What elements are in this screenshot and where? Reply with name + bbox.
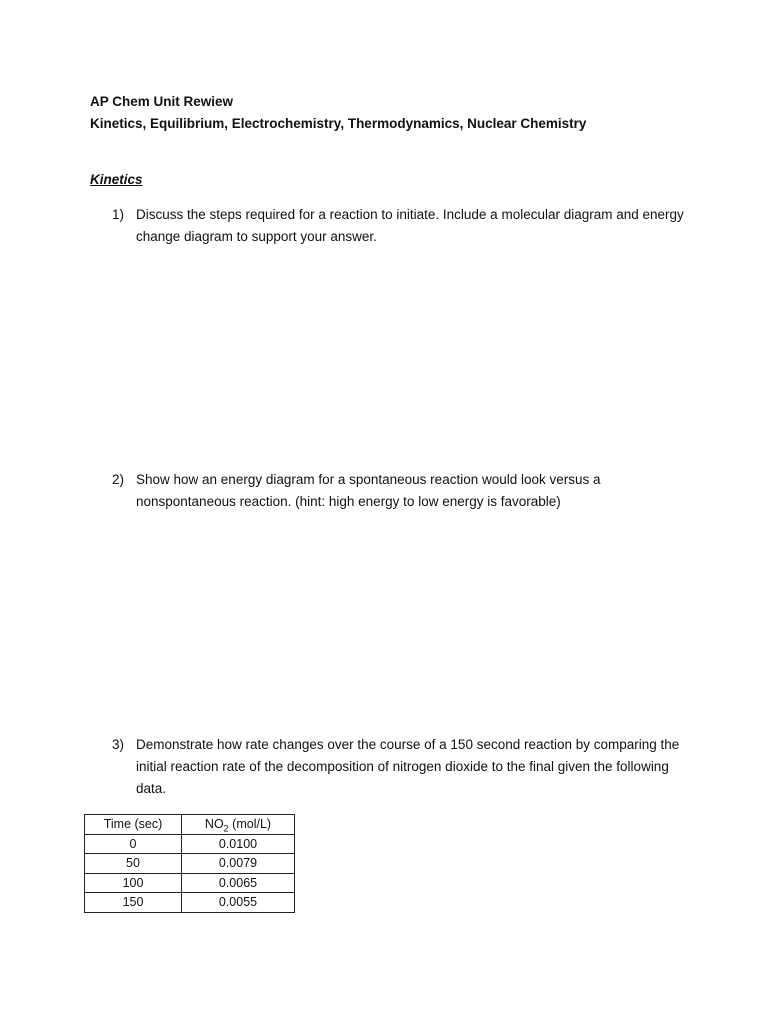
cell-no2: 0.0065 — [182, 873, 295, 893]
question-2 — [112, 469, 692, 513]
table-row — [85, 854, 295, 874]
question-text: Demonstrate how rate changes over the course of a 150 second reaction by comparing the initial reaction rate of the decomposition of nitrogen dioxide to the final given the following data. — [136, 737, 680, 796]
question-number: 1) — [112, 207, 125, 222]
table-header-row — [85, 815, 295, 835]
table-row — [85, 873, 295, 893]
cell-no2: 0.0055 — [182, 893, 295, 913]
question-number: 2) — [112, 472, 125, 487]
data-table — [84, 814, 295, 913]
question-text: Discuss the steps required for a reaction to initiate. Include a molecular diagram and energy change diagram to support your answer. — [136, 207, 684, 244]
document-subtitle: Kinetics, Equilibrium, Electrochemistry, Thermodynamics, Nuclear Chemistry — [90, 116, 587, 131]
column-header-no2 — [182, 815, 295, 835]
cell-time: 0 — [85, 834, 182, 854]
question-number: 3) — [112, 737, 125, 752]
cell-no2: 0.0079 — [182, 854, 295, 874]
question-text: Show how an energy diagram for a spontaneous reaction would look versus a nonspontaneous reaction. (hint: high energy to low energy is favorable) — [136, 472, 601, 509]
document-title: AP Chem Unit Rewiew — [90, 94, 234, 109]
no2-subscript: 2 — [223, 823, 229, 834]
question-3 — [112, 734, 692, 800]
column-header-time: Time (sec) — [85, 815, 182, 835]
cell-no2: 0.0100 — [182, 834, 295, 854]
cell-time: 50 — [85, 854, 182, 874]
table-row — [85, 893, 295, 913]
table-row — [85, 834, 295, 854]
cell-time: 150 — [85, 893, 182, 913]
no2-prefix: NO — [204, 817, 224, 832]
question-1 — [112, 204, 692, 248]
no2-suffix: (mol/L) — [228, 817, 272, 832]
section-heading-kinetics: Kinetics — [90, 172, 143, 187]
cell-time: 100 — [85, 873, 182, 893]
